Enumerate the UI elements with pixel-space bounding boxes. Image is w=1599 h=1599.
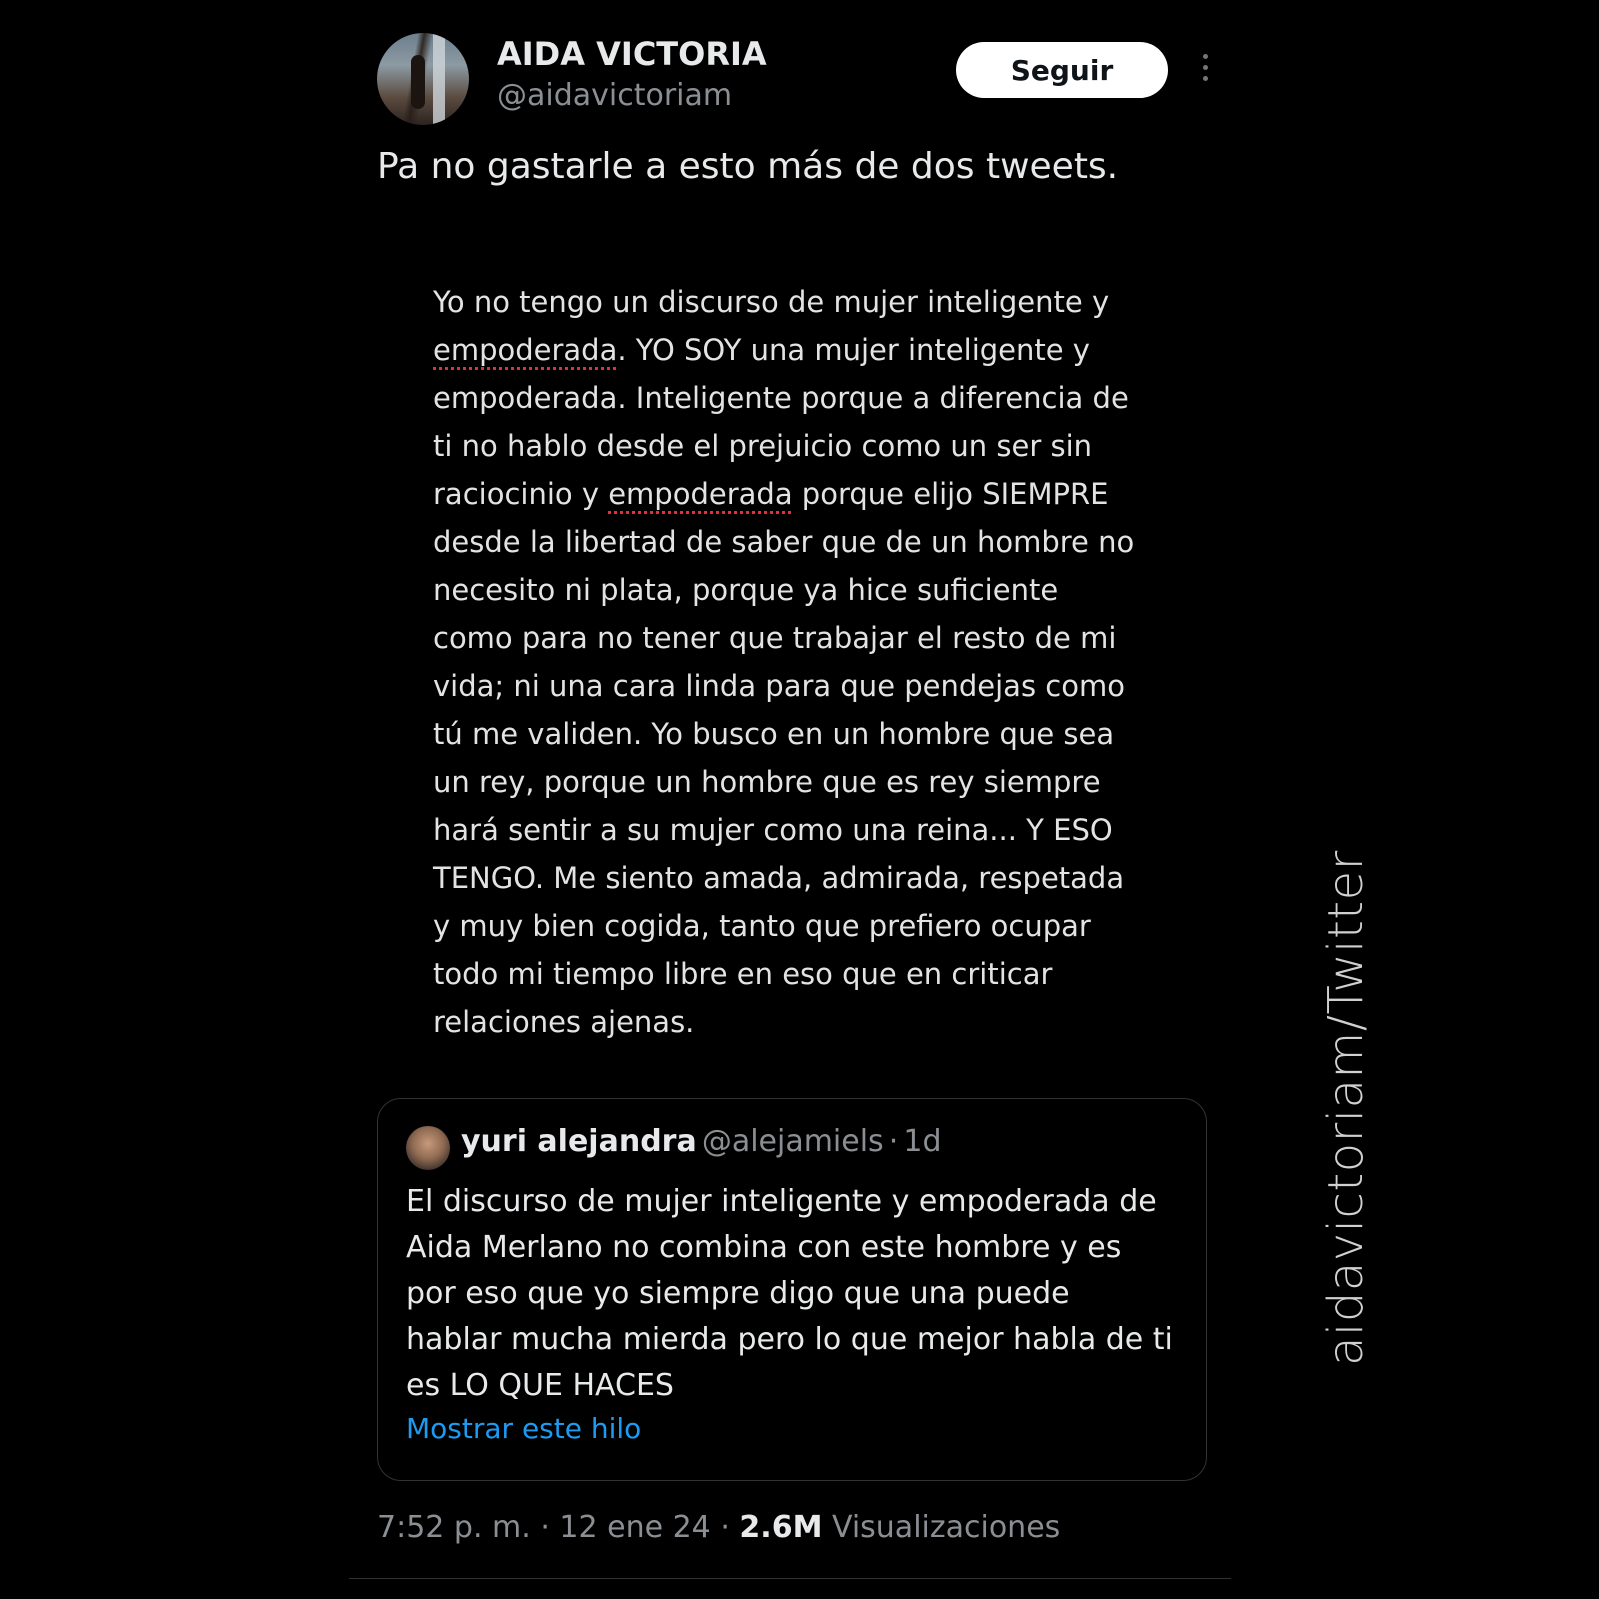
statement-line: Yo no tengo un discurso de mujer inteligente y [433,285,1110,319]
author-handle[interactable]: @aidavictoriam [497,78,733,113]
avatar-pillar [433,33,445,125]
statement-line: vida; ni una cara linda para que pendejas como [433,669,1125,703]
tweet-text: Pa no gastarle a esto más de dos tweets. [377,146,1119,187]
statement-line: tú me validen. Yo busco en un hombre que sea [433,717,1115,751]
quoted-header [461,1124,942,1159]
tweet-time[interactable]: 7:52 p. m. [377,1510,531,1545]
statement-line: raciocinio y empoderada porque elijo SIEMPRE [433,477,1109,511]
quoted-text-line: hablar mucha mierda pero lo que mejor habla de ti [406,1322,1173,1357]
show-thread-link[interactable]: Mostrar este hilo [406,1412,642,1445]
quoted-text [406,1179,1196,1409]
quoted-separator: · [888,1124,899,1159]
tweet-meta [377,1510,1060,1545]
quoted-text-line: por eso que yo siempre digo que una puede [406,1276,1070,1311]
more-vertical-icon[interactable] [1200,54,1210,88]
statement-line: hará sentir a su mujer como una reina... Y ESO [433,813,1113,847]
meta-separator: · [540,1510,550,1545]
meta-separator: · [720,1510,730,1545]
statement-line: todo mi tiempo libre en eso que en criticar [433,957,1053,991]
quoted-time[interactable]: 1d [903,1124,942,1159]
statement-line: desde la libertad de saber que de un hombre no [433,525,1135,559]
misspelled-word: empoderada [433,333,618,367]
statement-image[interactable] [433,278,1163,1046]
author-name[interactable]: AIDA VICTORIA [497,35,767,73]
views-label: Visualizaciones [831,1510,1061,1545]
quoted-text-line: Aida Merlano no combina con este hombre y es [406,1230,1122,1265]
avatar-figure [411,55,425,109]
divider [349,1578,1231,1579]
quoted-text-line: El discurso de mujer inteligente y empoderada de [406,1184,1157,1219]
author-avatar[interactable] [377,33,469,125]
misspelled-word: empoderada [608,477,793,511]
tweet [377,0,1217,1599]
statement-line: necesito ni plata, porque ya hice suficiente [433,573,1059,607]
statement-line: y muy bien cogida, tanto que prefiero ocupar [433,909,1091,943]
statement-line: TENGO. Me siento amada, admirada, respetada [433,861,1125,895]
statement-line: empoderada. Inteligente porque a diferencia de [433,381,1129,415]
quoted-text-line: es LO QUE HACES [406,1368,674,1403]
quoted-handle[interactable]: @alejamiels [701,1124,884,1159]
statement-line: como para no tener que trabajar el resto de mi [433,621,1117,655]
quoted-tweet[interactable] [377,1098,1207,1481]
quoted-name[interactable]: yuri alejandra [461,1124,697,1159]
statement-line: ti no hablo desde el prejuicio como un ser sin [433,429,1093,463]
statement-line: empoderada. YO SOY una mujer inteligente y [433,333,1090,367]
views-count: 2.6M [739,1510,823,1545]
statement-line: relaciones ajenas. [433,1005,695,1039]
follow-button[interactable]: Seguir [956,42,1168,98]
statement-line: un rey, porque un hombre que es rey siempre [433,765,1101,799]
watermark: aidavictoriam/Twitter [1318,850,1374,1366]
tweet-date[interactable]: 12 ene 24 [559,1510,711,1545]
quoted-avatar[interactable] [406,1126,450,1170]
